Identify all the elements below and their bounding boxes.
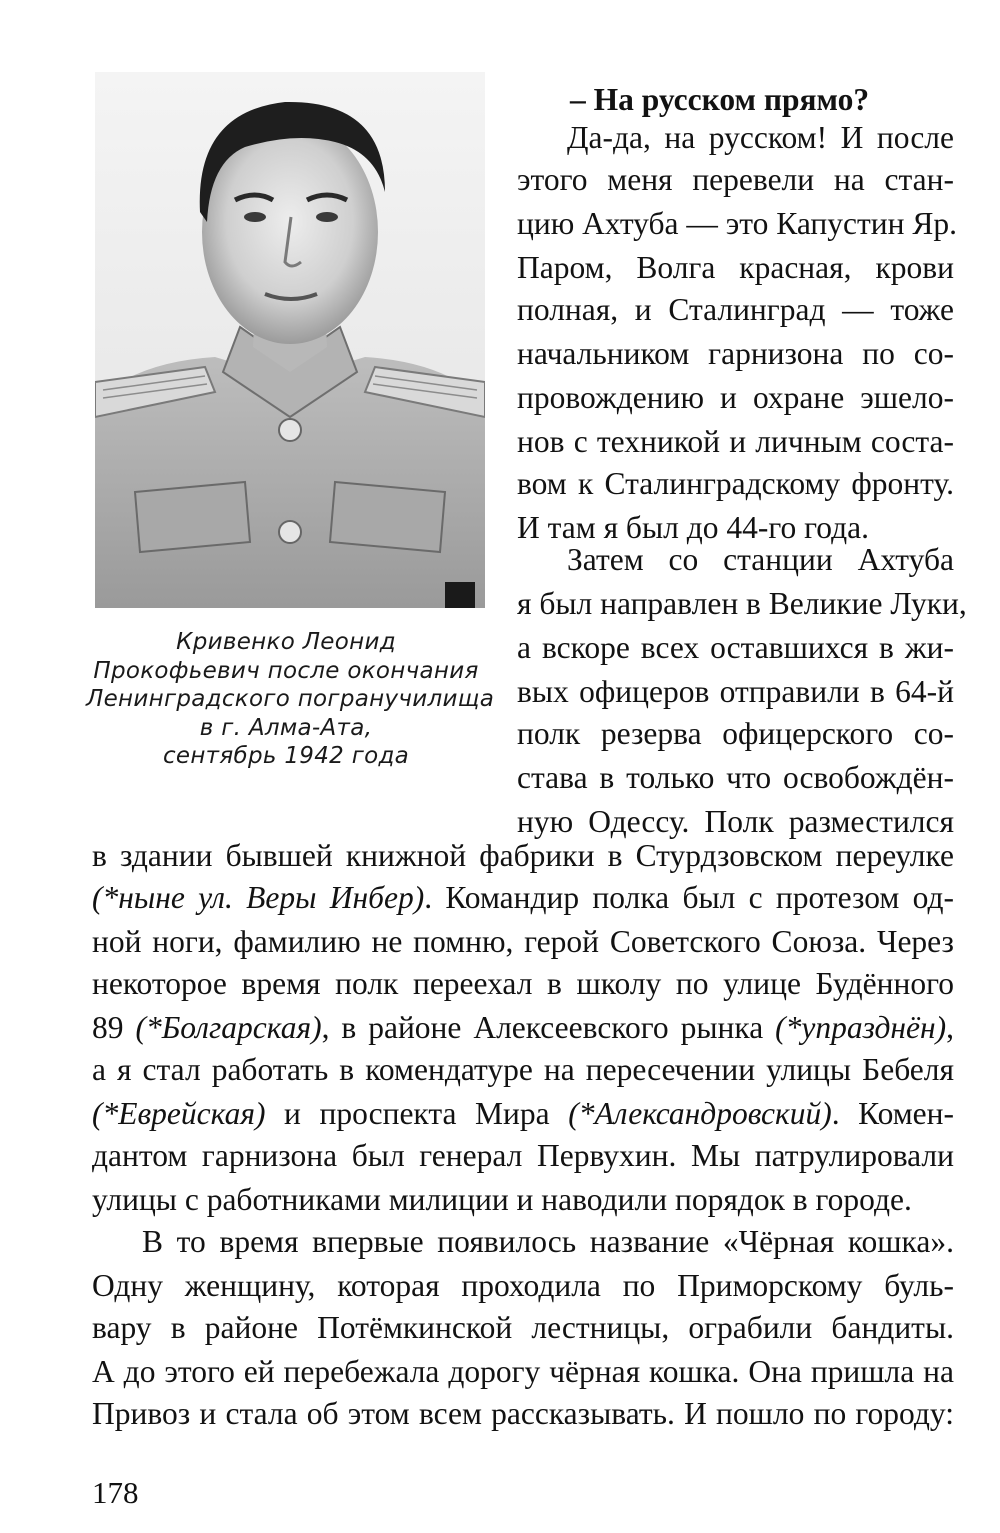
text-span: Привоз и стала об этом всем рассказывать. И пошло по городу: — [92, 1396, 954, 1431]
text-span: дантом гарнизона был генерал Первухин. Мы патрулировали — [92, 1138, 954, 1173]
caption-line: Ленинградского погранучилища — [86, 686, 495, 712]
text-line — [92, 1356, 954, 1388]
text-line: И там я был до 44-го года. — [517, 510, 869, 545]
text-span: . Командир полка был с протезом од- — [424, 880, 954, 915]
text-line — [92, 1054, 954, 1086]
text-line: цию Ахтуба — это Капустин Яр. — [517, 206, 958, 241]
text-span: ной ноги, фамилию не помню, герой Советского Союза. Через — [92, 924, 954, 959]
street-name-note: (*Еврейская) — [92, 1096, 266, 1131]
text-line — [92, 1398, 954, 1430]
text-span: . Комен- — [831, 1096, 954, 1131]
street-name-note: (*Болгарская) — [135, 1010, 322, 1045]
text-line — [92, 882, 954, 914]
text-span: вару в районе Потёмкинской лестницы, ограбили бандиты. — [92, 1310, 954, 1345]
text-line: ную Одессу. Полк разместился — [517, 804, 954, 839]
text-span: некоторое время полк переехал в школу по улице Будённого — [92, 966, 954, 1001]
street-name-note: (*упразднён) — [775, 1010, 947, 1045]
text-line: Да-да, на русском! И после — [567, 120, 954, 155]
street-name-note: (*Александровский) — [568, 1096, 832, 1131]
text-line: этого меня перевели на стан- — [517, 162, 954, 197]
text-line: полк резерва офицерского со- — [517, 716, 954, 751]
text-line: начальником гарнизона по со- — [517, 336, 954, 371]
text-line — [92, 1012, 954, 1044]
text-line: а вскоре всех оставшихся в жи- — [517, 630, 954, 665]
text-span: Одну женщину, которая проходила по Приморскому буль- — [92, 1268, 954, 1303]
text-line — [92, 1140, 954, 1172]
text-line: вом к Сталинградскому фронту. — [517, 466, 954, 501]
text-line: вых офицеров отправили в 64-й — [517, 674, 954, 709]
caption-line: Прокофьевич после окончания — [93, 657, 479, 684]
text-span: А до этого ей перебежала дорогу чёрная кошка. Она пришла на — [92, 1354, 954, 1389]
text-line: я был направлен в Великие Луки, — [517, 586, 967, 621]
text-line — [92, 1312, 954, 1344]
text-line — [92, 968, 954, 1000]
text-line — [92, 1270, 954, 1302]
text-span: и проспекта Мира — [265, 1096, 569, 1131]
dialogue-question: – На русском прямо? — [570, 82, 870, 117]
caption-line: в г. Алма-Ата, — [199, 714, 373, 741]
caption-line: сентябрь 1942 года — [162, 743, 410, 769]
text-span: 89 — [92, 1010, 136, 1045]
page-number: 178 — [92, 1475, 139, 1510]
text-line: нов с техникой и личным соста- — [517, 424, 954, 459]
text-line — [142, 1226, 954, 1258]
text-line: Затем со станции Ахтуба — [567, 542, 954, 577]
street-name-note: (*ныне ул. Веры Инбер) — [92, 880, 425, 915]
text-span: , в районе Алексеевского рынка — [321, 1010, 776, 1045]
text-line — [92, 840, 954, 872]
portrait-photo — [95, 72, 485, 608]
text-line: полная, и Сталинград — тоже — [517, 292, 954, 327]
text-line: провождению и охране эшело- — [517, 380, 954, 415]
text-line: става в только что освобождён- — [517, 760, 954, 795]
text-span: улицы с работниками милиции и наводили порядок в городе. — [92, 1182, 912, 1217]
text-line — [92, 926, 954, 958]
portrait-photo-image — [95, 72, 485, 608]
text-line — [92, 1098, 954, 1130]
text-span: , — [946, 1010, 955, 1045]
text-line — [92, 1184, 954, 1216]
photo-caption — [86, 628, 495, 771]
text-line: Паром, Волга красная, крови — [517, 250, 954, 285]
text-span: в здании бывшей книжной фабрики в Стурдзовском переулке — [92, 838, 954, 873]
text-span: В то время впервые появилось название «Чёрная кошка». — [142, 1224, 954, 1259]
caption-line: Кривенко Леонид — [176, 629, 396, 655]
text-span: а я стал работать в комендатуре на пересечении улицы Бебеля — [92, 1052, 954, 1087]
